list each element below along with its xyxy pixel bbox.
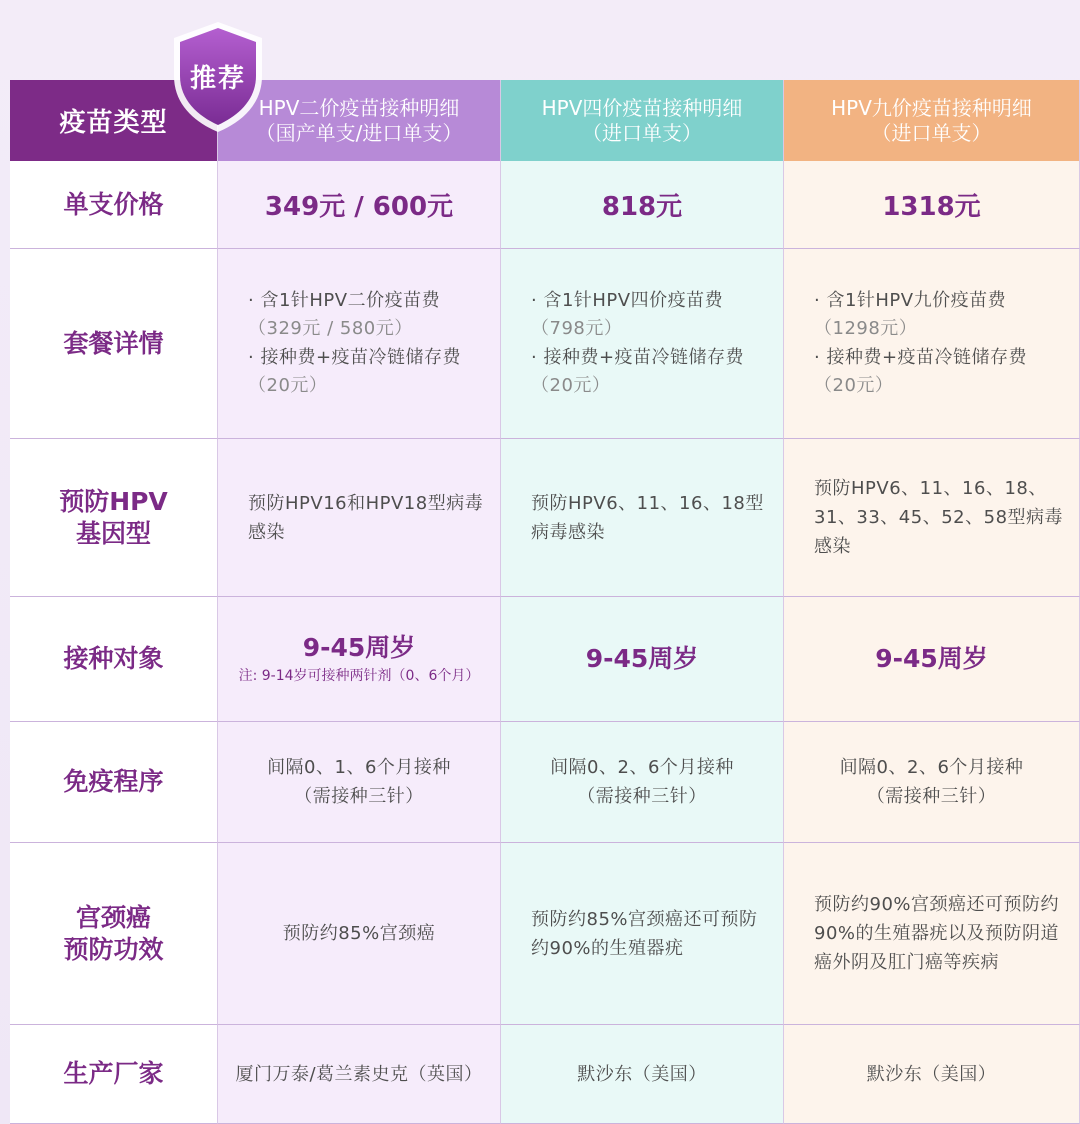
target-bivalent — [218, 597, 501, 722]
row-label-text: 免疫程序 — [63, 767, 164, 796]
vaccine-comparison-table — [10, 80, 1080, 1124]
header-quadrivalent-title: HPV四价疫苗接种明细 — [541, 95, 743, 120]
header-nonavalent — [784, 80, 1080, 161]
row-label-text: 接种对象 — [63, 644, 164, 673]
recommended-badge-label: 推荐 — [189, 64, 246, 94]
schedule-interval: 间隔0、1、6个月接种 — [267, 757, 451, 778]
row-label-text: 单支价格 — [63, 189, 164, 219]
row-label-schedule — [10, 722, 218, 843]
row-label-text: 生产厂家 — [63, 1059, 164, 1088]
genotype-nonavalent: 预防HPV6、11、16、18、31、33、45、52、58型病毒感染 — [784, 439, 1080, 597]
package-item-price: （329元 / 580元） — [248, 318, 413, 339]
efficacy-bivalent: 预防约85%宫颈癌 — [218, 843, 501, 1025]
schedule-doses: （需接种三针） — [294, 786, 424, 807]
header-quadrivalent-subtitle: （进口单支） — [582, 120, 702, 145]
schedule-quadrivalent — [501, 722, 784, 843]
age-range: 9-45周岁 — [585, 644, 699, 673]
package-item: · 含1针HPV九价疫苗费 — [814, 289, 1007, 311]
header-nonavalent-title: HPV九价疫苗接种明细 — [831, 95, 1032, 120]
header-type-label: 疫苗类型 — [59, 108, 168, 138]
row-label-text: 套餐详情 — [63, 328, 164, 358]
schedule-interval: 间隔0、2、6个月接种 — [550, 757, 734, 778]
package-quadrivalent — [501, 249, 784, 439]
row-label-text: 基因型 — [75, 518, 151, 548]
row-label-text: 预防HPV — [59, 486, 168, 516]
header-bivalent-subtitle: （国产单支/进口单支） — [255, 120, 463, 145]
row-label-efficacy — [10, 843, 218, 1025]
schedule-nonavalent — [784, 722, 1080, 843]
recommended-badge — [168, 18, 268, 134]
row-label-target — [10, 597, 218, 722]
header-quadrivalent — [501, 80, 784, 161]
package-item-price: （20元） — [814, 375, 894, 396]
package-item: · 接种费+疫苗冷链储存费 — [248, 346, 462, 368]
schedule-doses: （需接种三针） — [577, 786, 707, 807]
header-nonavalent-subtitle: （进口单支） — [871, 120, 992, 145]
package-item-price: （20元） — [531, 375, 611, 396]
efficacy-nonavalent: 预防约90%宫颈癌还可预防约90%的生殖器疣以及预防阴道癌外阴及肛门癌等疾病 — [784, 843, 1080, 1025]
package-item-price: （798元） — [531, 318, 623, 339]
row-label-price — [10, 161, 218, 249]
row-label-package — [10, 249, 218, 439]
package-item: · 接种费+疫苗冷链储存费 — [814, 346, 1028, 368]
manufacturer-nonavalent: 默沙东（美国） — [784, 1025, 1080, 1124]
price-bivalent: 349元 / 600元 — [218, 161, 501, 249]
schedule-interval: 间隔0、2、6个月接种 — [839, 757, 1024, 778]
row-label-genotype — [10, 439, 218, 597]
schedule-bivalent — [218, 722, 501, 843]
package-item: · 含1针HPV四价疫苗费 — [531, 289, 724, 311]
target-quadrivalent — [501, 597, 784, 722]
package-item-price: （1298元） — [814, 318, 918, 339]
row-label-text: 宫颈癌 — [75, 902, 151, 932]
age-range: 9-45周岁 — [302, 633, 416, 662]
target-nonavalent — [784, 597, 1080, 722]
package-item-price: （20元） — [248, 375, 328, 396]
package-item: · 含1针HPV二价疫苗费 — [248, 289, 441, 311]
package-nonavalent — [784, 249, 1080, 439]
price-quadrivalent: 818元 — [501, 161, 784, 249]
header-bivalent-title: HPV二价疫苗接种明细 — [258, 95, 460, 120]
package-bivalent — [218, 249, 501, 439]
age-range: 9-45周岁 — [875, 644, 988, 673]
genotype-bivalent: 预防HPV16和HPV18型病毒感染 — [218, 439, 501, 597]
age-note: 注: 9-14岁可接种两针剂（0、6个月） — [238, 668, 480, 684]
row-label-text: 预防功效 — [63, 934, 164, 964]
row-label-manufacturer — [10, 1025, 218, 1124]
schedule-doses: （需接种三针） — [866, 786, 997, 807]
efficacy-quadrivalent: 预防约85%宫颈癌还可预防约90%的生殖器疣 — [501, 843, 784, 1025]
manufacturer-bivalent: 厦门万泰/葛兰素史克（英国） — [218, 1025, 501, 1124]
manufacturer-quadrivalent: 默沙东（美国） — [501, 1025, 784, 1124]
price-nonavalent: 1318元 — [784, 161, 1080, 249]
genotype-quadrivalent: 预防HPV6、11、16、18型病毒感染 — [501, 439, 784, 597]
package-item: · 接种费+疫苗冷链储存费 — [531, 346, 745, 368]
